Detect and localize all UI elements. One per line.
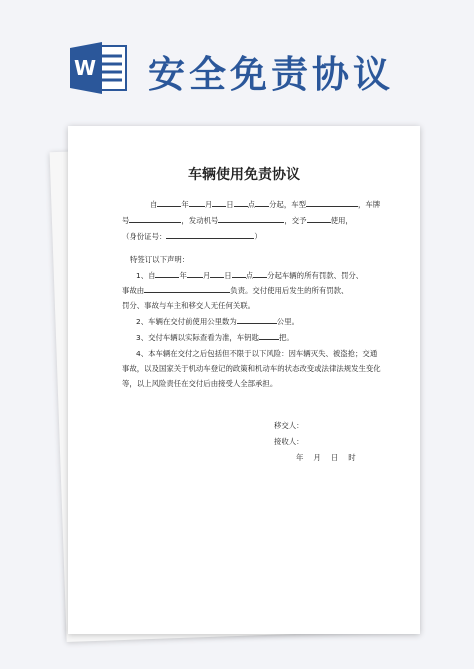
header-line-1 — [150, 199, 380, 210]
text: ，交予 — [284, 216, 307, 225]
blank-hour — [234, 199, 248, 207]
blank-year — [155, 270, 179, 278]
text: 自 — [150, 200, 158, 209]
statement-intro: 特签订以下声明： — [130, 255, 190, 264]
clause-2 — [136, 316, 299, 327]
blank-recipient — [307, 215, 331, 223]
text: 点 — [245, 271, 254, 280]
blank-minute — [253, 270, 267, 278]
text: 点 — [247, 200, 256, 209]
text: 事故由 — [122, 286, 145, 295]
text: 3、交付车辆以实际查看为准，车钥匙 — [136, 333, 259, 342]
text: 分起，车型 — [269, 200, 306, 209]
clause-3 — [136, 332, 294, 343]
blank-responsible-party — [144, 285, 230, 293]
document-title: 车辆使用免责协议 — [188, 167, 300, 183]
header-line-3 — [122, 231, 262, 242]
text: 1、自 — [136, 271, 156, 280]
text: 年 — [181, 200, 189, 209]
text: 日 — [226, 200, 234, 209]
receiver-label: 接收人： — [274, 437, 304, 446]
banner — [0, 0, 474, 110]
blank-hour — [232, 270, 246, 278]
blank-month — [189, 199, 205, 207]
text: 负责。交付使用后发生的所有罚款、 — [230, 286, 349, 295]
text: 分起车辆的所有罚款、罚分、 — [267, 271, 364, 280]
text: 月 — [313, 453, 321, 462]
blank-minute — [255, 199, 269, 207]
clause-1-line-2 — [122, 285, 348, 296]
text: 2、车辆在交付前使用公里数为 — [136, 317, 237, 326]
clause-1-line-3: 罚分、事故与车主和移交人无任何关联。 — [122, 301, 256, 310]
blank-mileage — [237, 316, 277, 324]
blank-day — [210, 270, 224, 278]
blank-key-count — [259, 332, 279, 340]
text: 月 — [202, 271, 211, 280]
text: 时 — [348, 453, 356, 462]
blank-id-number — [166, 231, 254, 239]
blank-month — [187, 270, 203, 278]
clause-4-line-2: 事故，以及国家关于机动车登记的政策和机动车的状态改变或法律法规发生变化 — [122, 364, 381, 373]
header-line-2 — [122, 215, 353, 226]
text: 日 — [224, 271, 232, 280]
clause-4-line-1: 4、本车辆在交付之后包括但不限于以下风险：因车辆灭失、被盗抢；交通 — [136, 349, 378, 358]
text: 公里。 — [276, 317, 299, 326]
blank-plate-number — [129, 215, 181, 223]
document-page — [68, 126, 420, 634]
text: 月 — [204, 200, 213, 209]
text: ） — [254, 232, 262, 241]
blank-day — [212, 199, 226, 207]
blank-year — [157, 199, 181, 207]
text: （身份证号： — [122, 232, 167, 241]
signature-date — [296, 452, 356, 463]
text: ，车牌 — [358, 200, 381, 209]
text: 年 — [179, 271, 187, 280]
text: 号 — [122, 216, 130, 225]
clause-1-line-1 — [136, 270, 363, 281]
blank-car-model — [306, 199, 358, 207]
text: ，发动机号 — [181, 216, 219, 225]
transferor-label: 移交人： — [274, 421, 304, 430]
blank-engine-number — [218, 215, 284, 223]
text: 使用， — [330, 216, 353, 225]
text: 年 — [296, 453, 304, 462]
svg-text:W: W — [73, 56, 97, 80]
banner-title: 安全免责协议 — [148, 53, 394, 96]
word-document-icon — [70, 42, 128, 94]
text: 把。 — [278, 333, 294, 342]
text: 日 — [330, 453, 339, 462]
clause-4-line-3: 等，以上风险责任在交付后由接受人全部承担。 — [122, 379, 278, 388]
